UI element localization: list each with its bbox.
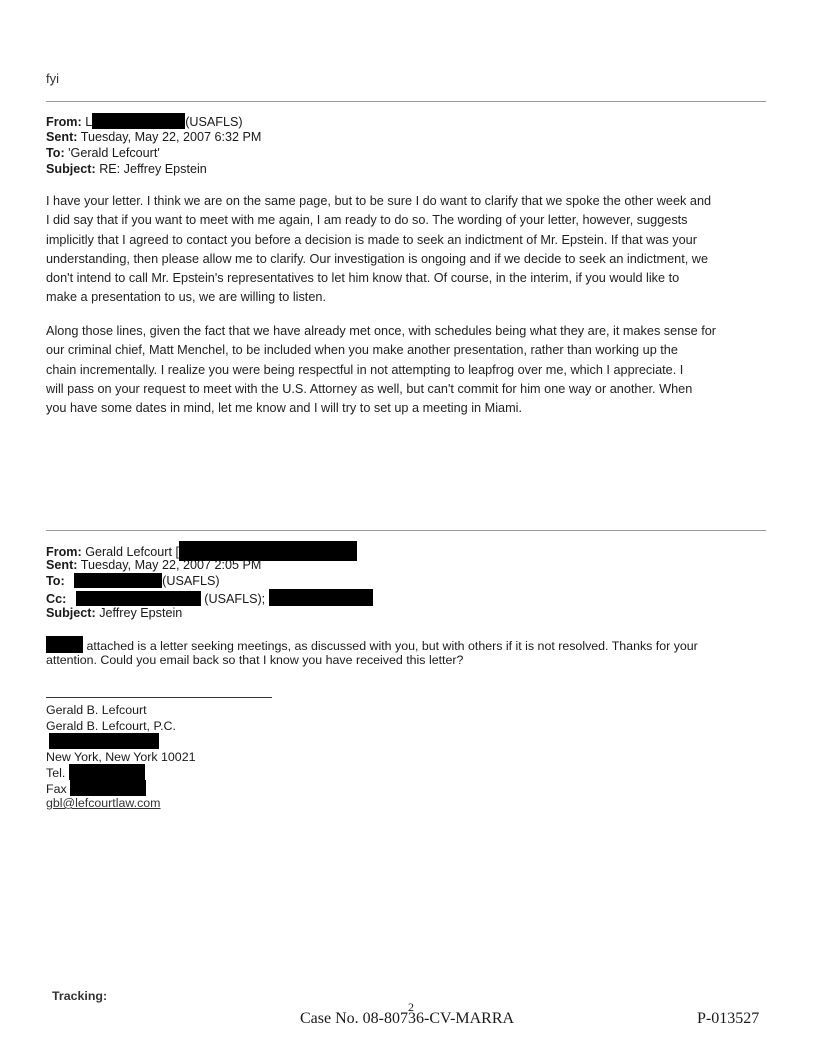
email1-sent-label: Sent: xyxy=(46,130,78,144)
redaction-block xyxy=(269,589,373,606)
header-separator-2 xyxy=(46,530,766,531)
case-number: Case No. 08-80736-CV-MARRA xyxy=(300,1010,515,1027)
signature-firm: Gerald B. Lefcourt, P.C. xyxy=(46,719,176,733)
email2-subject-line xyxy=(46,605,182,622)
email2-to-line xyxy=(46,573,220,590)
email1-from-suffix: (USAFLS) xyxy=(185,115,243,129)
email1-to-line xyxy=(46,145,160,162)
email1-paragraph-1 xyxy=(46,192,711,308)
email2-cc-label: Cc: xyxy=(46,592,67,606)
email1-to-label: To: xyxy=(46,146,65,160)
email1-subject-value: RE: Jeffrey Epstein xyxy=(99,162,207,176)
email2-subject-value: Jeffrey Epstein xyxy=(99,606,183,620)
body-line: I have your letter. I think we are on the same page, but to be sure I do want to clarify that we spoke the other week and xyxy=(46,194,712,208)
body-line: our criminal chief, Matt Menchel, to be included when you make another presentation, rather than working up the xyxy=(46,343,678,358)
email2-body-line-2: attention. Could you email back so that I know you have received this letter? xyxy=(46,653,464,667)
email1-subject-label: Subject: xyxy=(46,162,96,176)
email2-to-suffix: (USAFLS) xyxy=(162,574,220,588)
page-number: 2 xyxy=(408,1000,414,1014)
fyi-note: fyi xyxy=(46,71,59,86)
body-line: understanding, then please allow me to clarify. Our investigation is ongoing and if we decide to seek an indictment, we xyxy=(46,251,709,266)
body-line: Along those lines, given the fact that we have already met once, with schedules being what they are, it makes sense for xyxy=(46,324,716,338)
email1-sent-value: Tuesday, May 22, 2007 6:32 PM xyxy=(80,130,262,144)
signature-email-link[interactable]: gbl@lefcourtlaw.com xyxy=(46,796,161,810)
email1-from-label: From: xyxy=(46,115,82,129)
email2-from-label: From: xyxy=(46,545,82,559)
signature-city: New York, New York 10021 xyxy=(46,750,196,764)
header-separator-1 xyxy=(46,101,766,102)
signature-rule xyxy=(46,697,272,698)
redaction-block xyxy=(92,113,185,129)
email1-to-value: 'Gerald Lefcourt' xyxy=(68,146,160,160)
email2-to-label: To: xyxy=(46,574,65,588)
body-line: will pass on your request to meet with the U.S. Attorney as well, but can't commit for him one way or another. When xyxy=(46,381,693,396)
email2-body-text-1: attached is a letter seeking meetings, as discussed with you, but with others if it is not resolved. Thanks for your xyxy=(86,639,698,653)
signature-tel-label: Tel. xyxy=(46,766,66,780)
body-line: I did say that if you want to meet with me again, I am ready to do so. The wording of your letter, however, suggests xyxy=(46,213,688,228)
body-line: you have some dates in mind, let me know and I will try to set up a meeting in Miami. xyxy=(46,401,522,416)
redaction-block xyxy=(69,764,145,780)
email2-sent-line xyxy=(46,557,261,574)
signature-name: Gerald B. Lefcourt xyxy=(46,703,147,717)
email2-sent-label: Sent: xyxy=(46,558,78,572)
tracking-label: Tracking: xyxy=(52,989,108,1003)
body-line: don't intend to call Mr. Epstein's representatives to let him know that. Of course, in the interim, if you would like to xyxy=(46,271,680,286)
email2-sent-value: Tuesday, May 22, 2007 2:05 PM xyxy=(80,558,262,572)
redaction-block xyxy=(49,733,159,749)
redaction-block xyxy=(70,780,146,796)
redaction-block xyxy=(46,636,83,653)
bates-number: P-013527 xyxy=(697,1010,760,1027)
email1-from-initial: L xyxy=(85,115,93,129)
body-line: implicitly that I agreed to contact you before a decision is made to seek an indictment of Mr. Epstein. If that was your xyxy=(46,232,697,247)
email1-subject-line xyxy=(46,161,207,178)
signature-fax-label: Fax xyxy=(46,782,67,796)
email2-cc-suffix: (USAFLS); xyxy=(204,592,266,606)
email1-paragraph-2 xyxy=(46,322,716,418)
redaction-block xyxy=(74,573,162,588)
email1-sent-line xyxy=(46,129,261,146)
redaction-block xyxy=(76,591,201,606)
email2-from-value: Gerald Lefcourt [ xyxy=(85,545,179,559)
body-line: make a presentation to us, we are willing to listen. xyxy=(46,290,326,305)
body-line: chain incrementally. I realize you were being respectful in not attempting to leapfrog over me, which I appreciate. I xyxy=(46,362,684,377)
email2-subject-label: Subject: xyxy=(46,606,96,620)
